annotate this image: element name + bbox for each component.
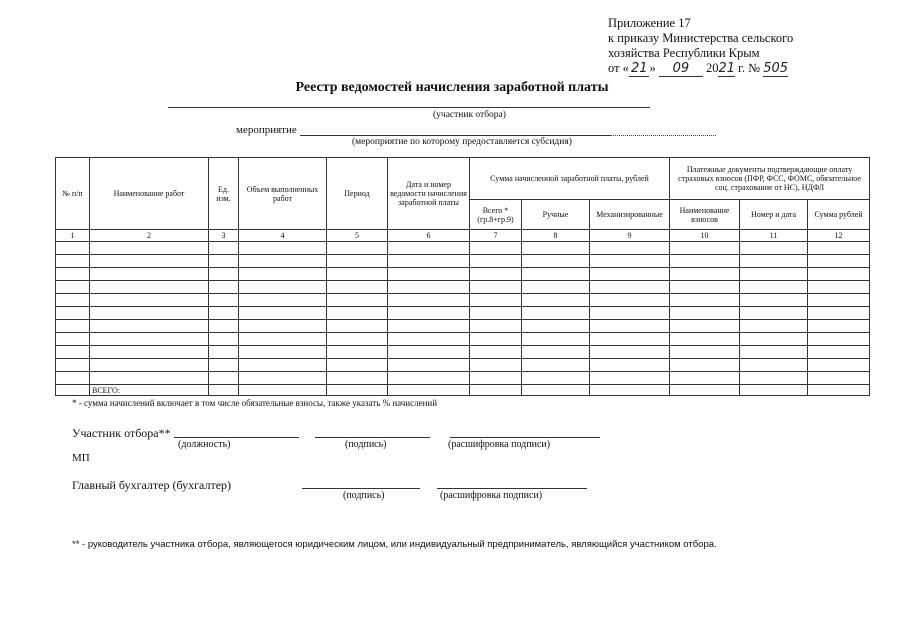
total-cell <box>327 385 388 396</box>
table-cell[interactable] <box>808 346 870 359</box>
column-number: 12 <box>808 230 870 242</box>
total-cell <box>56 385 90 396</box>
table-body <box>56 242 870 385</box>
table-cell[interactable] <box>740 359 808 372</box>
total-cell <box>590 385 670 396</box>
position-field-line[interactable] <box>174 437 299 438</box>
table-cell[interactable] <box>740 242 808 255</box>
total-cell <box>740 385 808 396</box>
table-cell[interactable] <box>56 346 90 359</box>
appendix-block <box>608 16 793 77</box>
column-number: 3 <box>209 230 239 242</box>
table-cell[interactable] <box>239 281 327 294</box>
table-cell[interactable] <box>327 268 388 281</box>
table-cell[interactable] <box>590 281 670 294</box>
table-cell[interactable] <box>670 320 740 333</box>
table-cell[interactable] <box>808 372 870 385</box>
table-cell[interactable] <box>209 294 239 307</box>
accountant-signature-caption: (подпись) <box>343 490 385 501</box>
table-cell[interactable] <box>56 255 90 268</box>
column-number: 4 <box>239 230 327 242</box>
table-cell[interactable] <box>522 346 590 359</box>
table-cell[interactable] <box>56 320 90 333</box>
seal-mark: МП <box>72 452 90 464</box>
table-cell[interactable] <box>327 294 388 307</box>
table-row <box>56 307 870 320</box>
table-cell[interactable] <box>590 359 670 372</box>
event-caption: (мероприятие по которому предоставляется субсидия) <box>352 137 572 147</box>
date-after-day: » <box>649 61 656 75</box>
table-cell[interactable] <box>590 255 670 268</box>
table-cell[interactable] <box>590 333 670 346</box>
total-cell <box>522 385 590 396</box>
table-cell[interactable] <box>209 255 239 268</box>
table-row <box>56 333 870 346</box>
table-cell[interactable] <box>470 242 522 255</box>
table-cell[interactable] <box>670 372 740 385</box>
table-cell[interactable] <box>808 281 870 294</box>
header-statement-date: Дата и номер ведомости начисления заработной платы <box>388 158 470 230</box>
total-cell <box>209 385 239 396</box>
accountant-decoding-caption: (расшифровка подписи) <box>440 490 543 501</box>
table-cell[interactable] <box>90 242 209 255</box>
table-cell[interactable] <box>327 333 388 346</box>
table-cell[interactable] <box>740 281 808 294</box>
total-cell <box>239 385 327 396</box>
register-table <box>55 157 870 396</box>
table-row <box>56 346 870 359</box>
column-number: 10 <box>670 230 740 242</box>
decoding-caption: (расшифровка подписи) <box>448 439 551 450</box>
table-cell[interactable] <box>808 242 870 255</box>
order-number: 505 <box>763 61 789 76</box>
appendix-date-line <box>608 61 793 77</box>
header-contribution-name: Наименование взносов <box>670 200 740 230</box>
column-number: 6 <box>388 230 470 242</box>
table-cell[interactable] <box>522 242 590 255</box>
table-cell[interactable] <box>522 255 590 268</box>
table-cell[interactable] <box>56 242 90 255</box>
table-cell[interactable] <box>590 268 670 281</box>
header-number-date: Номер и дата <box>740 200 808 230</box>
table-cell[interactable] <box>239 294 327 307</box>
table-cell[interactable] <box>239 359 327 372</box>
table-cell[interactable] <box>470 268 522 281</box>
table-cell[interactable] <box>590 346 670 359</box>
table-cell[interactable] <box>90 320 209 333</box>
header-amount: Сумма рублей <box>808 200 870 230</box>
column-number: 9 <box>590 230 670 242</box>
table-cell[interactable] <box>590 320 670 333</box>
table-cell[interactable] <box>388 307 470 320</box>
table-cell[interactable] <box>590 242 670 255</box>
header-period: Период <box>327 158 388 230</box>
table-cell[interactable] <box>670 333 740 346</box>
page-title: Реестр ведомостей начисления заработной платы <box>295 80 609 95</box>
table-cell[interactable] <box>388 242 470 255</box>
table-cell[interactable] <box>327 255 388 268</box>
table-cell[interactable] <box>209 346 239 359</box>
table-cell[interactable] <box>670 255 740 268</box>
header-total-sum: Всего * (гр.8+гр.9) <box>470 200 522 230</box>
table-cell[interactable] <box>209 320 239 333</box>
total-row <box>56 385 870 396</box>
table-cell[interactable] <box>239 268 327 281</box>
header-work-name: Наименование работ <box>90 158 209 230</box>
decoding-field-line[interactable] <box>450 437 600 438</box>
table-cell[interactable] <box>90 333 209 346</box>
header-mechanized: Механизированные <box>590 200 670 230</box>
total-label: ВСЕГО: <box>90 385 209 396</box>
table-row <box>56 294 870 307</box>
date-year-prefix: 20 <box>705 61 719 75</box>
table-cell[interactable] <box>56 372 90 385</box>
table-cell[interactable] <box>808 333 870 346</box>
table-cell[interactable] <box>808 255 870 268</box>
table-row <box>56 242 870 255</box>
table-cell[interactable] <box>522 372 590 385</box>
table-row <box>56 359 870 372</box>
footnote-asterisk: * - сумма начислений включает в том числе обязательные взносы, также указать % начислений <box>72 398 438 408</box>
accountant-decoding-line[interactable] <box>437 488 587 489</box>
table-cell[interactable] <box>209 372 239 385</box>
table-cell[interactable] <box>670 281 740 294</box>
table-cell[interactable] <box>209 333 239 346</box>
table-cell[interactable] <box>327 320 388 333</box>
table-cell[interactable] <box>808 294 870 307</box>
total-cell <box>388 385 470 396</box>
table-cell[interactable] <box>327 242 388 255</box>
table-cell[interactable] <box>740 294 808 307</box>
table-cell[interactable] <box>56 307 90 320</box>
signature-caption: (подпись) <box>345 439 387 450</box>
column-number: 5 <box>327 230 388 242</box>
table-cell[interactable] <box>470 255 522 268</box>
table-cell[interactable] <box>209 268 239 281</box>
position-caption: (должность) <box>178 439 231 450</box>
header-payments-group: Платежные документы подтверждающие оплату страховых взносов (ПФР, ФСС, ФОМС, обязательное соц. страхование от НС), НДФЛ <box>670 158 870 200</box>
table-cell[interactable] <box>740 333 808 346</box>
table-cell[interactable] <box>388 320 470 333</box>
table-cell[interactable] <box>90 294 209 307</box>
participant-field-line[interactable] <box>168 107 650 108</box>
table-cell[interactable] <box>670 359 740 372</box>
table-cell[interactable] <box>522 359 590 372</box>
order-number-prefix: г. № <box>738 61 761 75</box>
table-cell[interactable] <box>522 281 590 294</box>
table-cell[interactable] <box>470 281 522 294</box>
column-number: 11 <box>740 230 808 242</box>
table-cell[interactable] <box>388 281 470 294</box>
table-cell[interactable] <box>590 307 670 320</box>
table-cell[interactable] <box>239 255 327 268</box>
table-cell[interactable] <box>327 346 388 359</box>
table-row <box>56 281 870 294</box>
table-cell[interactable] <box>90 372 209 385</box>
table-cell[interactable] <box>590 372 670 385</box>
table-cell[interactable] <box>590 294 670 307</box>
header-unit: Ед. изм. <box>209 158 239 230</box>
table-cell[interactable] <box>209 242 239 255</box>
table-cell[interactable] <box>209 281 239 294</box>
table-cell[interactable] <box>740 320 808 333</box>
table-cell[interactable] <box>388 346 470 359</box>
table-cell[interactable] <box>470 333 522 346</box>
participant-sign-label: Участник отбора** <box>72 426 171 440</box>
table-cell[interactable] <box>327 281 388 294</box>
header-manual: Ручные <box>522 200 590 230</box>
table-cell[interactable] <box>239 320 327 333</box>
total-cell <box>808 385 870 396</box>
appendix-line-3: хозяйства Республики Крым <box>608 46 760 60</box>
appendix-line-1: Приложение 17 <box>608 16 691 30</box>
table-cell[interactable] <box>470 294 522 307</box>
table-cell[interactable] <box>90 346 209 359</box>
table-cell[interactable] <box>522 333 590 346</box>
table-cell[interactable] <box>56 333 90 346</box>
column-number: 2 <box>90 230 209 242</box>
table-cell[interactable] <box>388 255 470 268</box>
participant-caption: (участник отбора) <box>433 110 506 120</box>
table-cell[interactable] <box>470 359 522 372</box>
table-cell[interactable] <box>740 346 808 359</box>
table-cell[interactable] <box>90 268 209 281</box>
table-cell[interactable] <box>327 307 388 320</box>
table-cell[interactable] <box>740 372 808 385</box>
table-row <box>56 268 870 281</box>
date-prefix: от « <box>608 61 629 75</box>
table-cell[interactable] <box>239 346 327 359</box>
table-cell[interactable] <box>670 307 740 320</box>
table-cell[interactable] <box>808 268 870 281</box>
table-cell[interactable] <box>209 359 239 372</box>
table-cell[interactable] <box>670 242 740 255</box>
table-cell[interactable] <box>470 346 522 359</box>
table-cell[interactable] <box>388 359 470 372</box>
column-number: 8 <box>522 230 590 242</box>
table-cell[interactable] <box>56 268 90 281</box>
table-cell[interactable] <box>808 307 870 320</box>
column-number: 7 <box>470 230 522 242</box>
table-row <box>56 255 870 268</box>
event-label: мероприятие <box>236 124 297 136</box>
event-field-line-dotted <box>610 135 716 136</box>
header-row-number: № п/п <box>56 158 90 230</box>
header-work-volume: Объем выполненных работ <box>239 158 327 230</box>
table-cell[interactable] <box>522 294 590 307</box>
table-cell[interactable] <box>808 359 870 372</box>
table-cell[interactable] <box>90 307 209 320</box>
table-cell[interactable] <box>388 333 470 346</box>
table-cell[interactable] <box>740 255 808 268</box>
table-cell[interactable] <box>470 372 522 385</box>
table-cell[interactable] <box>808 320 870 333</box>
table-cell[interactable] <box>522 320 590 333</box>
table-cell[interactable] <box>388 372 470 385</box>
accountant-signature-line[interactable] <box>302 488 420 489</box>
total-cell <box>470 385 522 396</box>
table-cell[interactable] <box>670 268 740 281</box>
table-cell[interactable] <box>470 320 522 333</box>
table-cell[interactable] <box>56 281 90 294</box>
table-cell[interactable] <box>670 346 740 359</box>
table-cell[interactable] <box>56 294 90 307</box>
appendix-line-2: к приказу Министерства сельского <box>608 31 794 45</box>
table-cell[interactable] <box>522 307 590 320</box>
table-cell[interactable] <box>56 359 90 372</box>
table-cell[interactable] <box>388 294 470 307</box>
table-row <box>56 372 870 385</box>
event-field-line[interactable] <box>300 135 610 136</box>
table-cell[interactable] <box>239 242 327 255</box>
signature-field-line[interactable] <box>315 437 430 438</box>
table-cell[interactable] <box>239 372 327 385</box>
column-number: 1 <box>56 230 90 242</box>
table-cell[interactable] <box>522 268 590 281</box>
date-month: 09 <box>659 61 703 77</box>
table-cell[interactable] <box>90 255 209 268</box>
table-cell[interactable] <box>239 307 327 320</box>
header-salary-group: Сумма начисленной заработной платы, рублей <box>470 158 670 200</box>
table-cell[interactable] <box>209 307 239 320</box>
table-cell[interactable] <box>90 359 209 372</box>
table-cell[interactable] <box>670 294 740 307</box>
table-cell[interactable] <box>239 333 327 346</box>
table-cell[interactable] <box>740 307 808 320</box>
footnote-double-asterisk: ** - руководитель участника отбора, являющегося юридическим лицом, или индивидуальный предприниматель, являющийся участником отбора. <box>72 539 717 550</box>
date-year-suffix: 21 <box>718 61 736 76</box>
accountant-label: Главный бухгалтер (бухгалтер) <box>72 478 232 492</box>
table-cell[interactable] <box>327 359 388 372</box>
date-day: 21 <box>630 61 648 76</box>
table-cell[interactable] <box>327 372 388 385</box>
table-cell[interactable] <box>388 268 470 281</box>
table-cell[interactable] <box>90 281 209 294</box>
total-cell <box>670 385 740 396</box>
table-row <box>56 320 870 333</box>
table-cell[interactable] <box>470 307 522 320</box>
table-cell[interactable] <box>740 268 808 281</box>
column-number-row <box>56 230 870 242</box>
